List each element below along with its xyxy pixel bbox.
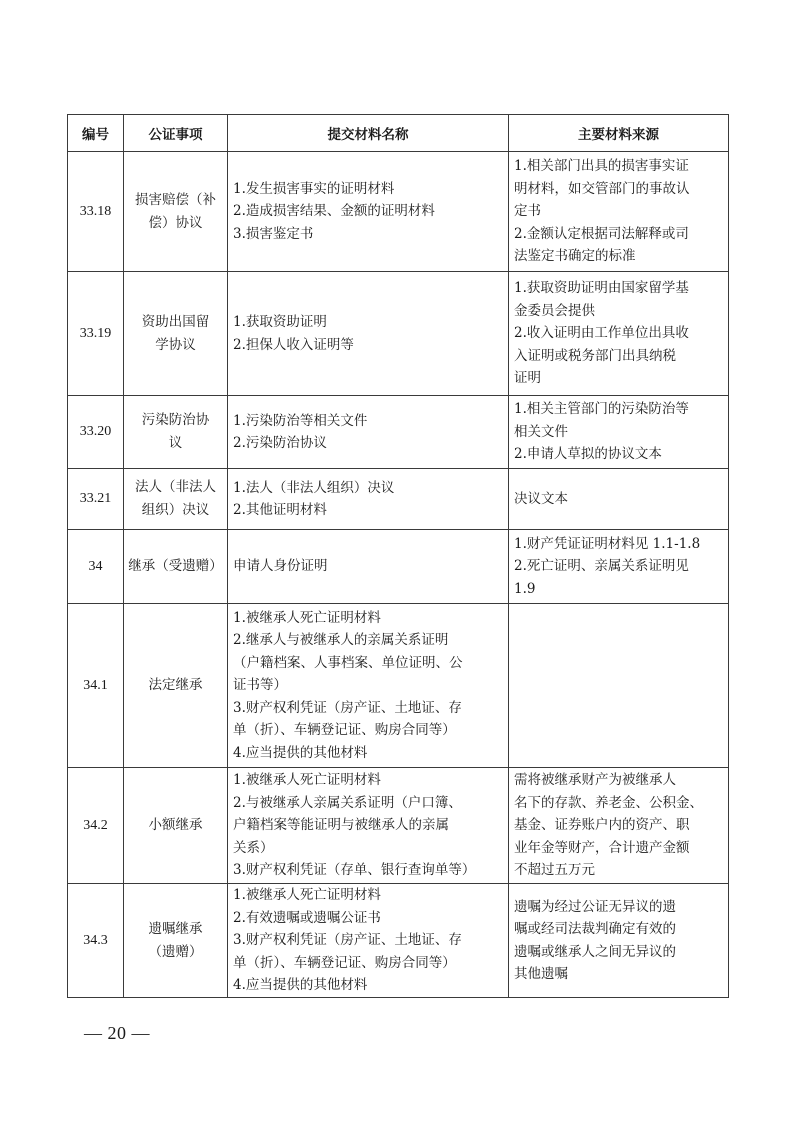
row-materials: 1.被继承人死亡证明材料 2.继承人与被继承人的亲属关系证明 （户籍档案、人事档案、单位证明、公 证书等） 3.财产权利凭证（房产证、土地证、存 单（折）、车辆登记证、购房合同等） 4.应当提供的其他材料 — [228, 604, 509, 768]
row-matter: 污染防治协 议 — [124, 396, 228, 469]
row-matter: 继承（受遗赠） — [124, 530, 228, 604]
row-number: 33.19 — [68, 272, 124, 396]
row-matter: 小额继承 — [124, 768, 228, 884]
row-number: 34.1 — [68, 604, 124, 768]
row-materials: 申请人身份证明 — [228, 530, 509, 604]
row-sources: 1.财产凭证证明材料见 1.1-1.8 2.死亡证明、亲属关系证明见 1.9 — [509, 530, 729, 604]
page-number: — 20 — — [84, 1023, 150, 1043]
row-matter: 资助出国留 学协议 — [124, 272, 228, 396]
header-number: 编号 — [68, 115, 124, 152]
table-row — [68, 768, 729, 884]
row-number: 33.18 — [68, 152, 124, 272]
header-materials: 提交材料名称 — [228, 115, 509, 152]
row-materials: 1.被继承人死亡证明材料 2.与被继承人亲属关系证明（户口簿、 户籍档案等能证明与被继承人的亲属 关系） 3.财产权利凭证（存单、银行查询单等） — [228, 768, 509, 884]
row-number: 33.21 — [68, 469, 124, 530]
table-header-row — [68, 115, 729, 152]
row-matter: 法人（非法人 组织）决议 — [124, 469, 228, 530]
row-matter: 法定继承 — [124, 604, 228, 768]
header-matter: 公证事项 — [124, 115, 228, 152]
table-row — [68, 396, 729, 469]
row-sources: 1.获取资助证明由国家留学基 金委员会提供 2.收入证明由工作单位出具收 入证明或税务部门出具纳税 证明 — [509, 272, 729, 396]
row-sources: 需将被继承财产为被继承人 名下的存款、养老金、公积金、 基金、证券账户内的资产、职 业年金等财产，合计遗产金额 不超过五万元 — [509, 768, 729, 884]
table-row — [68, 604, 729, 768]
row-matter: 遗嘱继承 （遗赠） — [124, 884, 228, 998]
row-matter: 损害赔偿（补 偿）协议 — [124, 152, 228, 272]
row-sources: 遗嘱为经过公证无异议的遗 嘱或经司法裁判确定有效的 遗嘱或继承人之间无异议的 其他遗嘱 — [509, 884, 729, 998]
header-sources: 主要材料来源 — [509, 115, 729, 152]
row-number: 34.2 — [68, 768, 124, 884]
row-materials: 1.污染防治等相关文件 2.污染防治协议 — [228, 396, 509, 469]
row-number: 33.20 — [68, 396, 124, 469]
table-row — [68, 152, 729, 272]
row-number: 34.3 — [68, 884, 124, 998]
row-sources: 1.相关部门出具的损害事实证 明材料，如交管部门的事故认 定书 2.金额认定根据司法解释或司 法鉴定书确定的标准 — [509, 152, 729, 272]
row-number: 34 — [68, 530, 124, 604]
row-materials: 1.被继承人死亡证明材料 2.有效遗嘱或遗嘱公证书 3.财产权利凭证（房产证、土地证、存 单（折）、车辆登记证、购房合同等） 4.应当提供的其他材料 — [228, 884, 509, 998]
row-sources: 1.相关主管部门的污染防治等 相关文件 2.申请人草拟的协议文本 — [509, 396, 729, 469]
table-row — [68, 272, 729, 396]
notarization-materials-table — [67, 114, 729, 998]
table-row — [68, 469, 729, 530]
row-sources — [509, 604, 729, 768]
row-materials: 1.获取资助证明 2.担保人收入证明等 — [228, 272, 509, 396]
row-materials: 1.法人（非法人组织）决议 2.其他证明材料 — [228, 469, 509, 530]
table-row — [68, 884, 729, 998]
row-sources: 决议文本 — [509, 469, 729, 530]
table-row — [68, 530, 729, 604]
row-materials: 1.发生损害事实的证明材料 2.造成损害结果、金额的证明材料 3.损害鉴定书 — [228, 152, 509, 272]
